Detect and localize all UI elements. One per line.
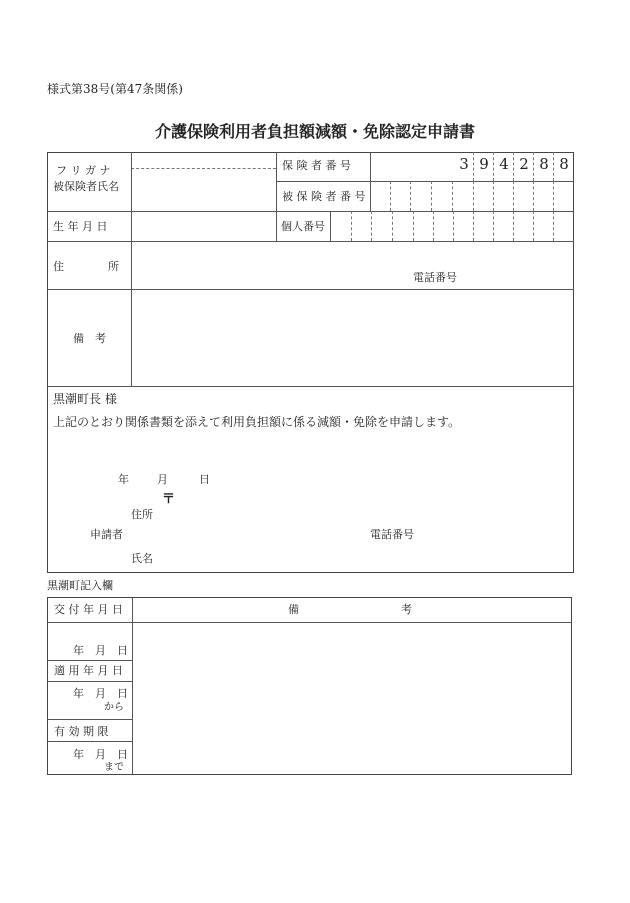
- phone-label: 電話番号: [413, 271, 457, 284]
- applicant-name-label: 氏名: [131, 552, 153, 565]
- insurer-number-label: 保 険 者 番 号: [282, 159, 351, 172]
- birthdate-label: 生 年 月 日: [53, 220, 108, 233]
- application-statement: 上記のとおり関係書類を添えて利用負担額に係る減額・免除を申請します。: [53, 415, 461, 429]
- office-remarks-label-1: 備: [288, 603, 299, 616]
- from-label: から: [104, 702, 124, 713]
- insured-number-label: 被 保 険 者 番 号: [282, 190, 366, 203]
- applicant-phone-label: 電話番号: [370, 528, 414, 541]
- applicant-label: 申請者: [90, 528, 123, 541]
- office-remarks-label-2: 考: [401, 603, 412, 616]
- application-form-table: [47, 152, 574, 573]
- validity-ymd: 年 月 日: [73, 748, 128, 761]
- insurer-digit-5: 8: [539, 155, 549, 173]
- page-title: 介護保険利用者負担額減額・免除認定申請書: [154, 122, 475, 141]
- until-label: まで: [104, 762, 124, 773]
- remarks-label: 備 考: [73, 332, 106, 345]
- month-label: 月: [157, 473, 168, 486]
- apply-date-ymd: 年 月 日: [73, 687, 128, 700]
- day-label: 日: [199, 473, 210, 486]
- addressee: 黒潮町長 様: [53, 392, 117, 406]
- office-section-heading: 黒潮町記入欄: [47, 579, 113, 592]
- issue-date-ymd: 年 月 日: [73, 644, 128, 657]
- year-label: 年: [118, 473, 129, 486]
- insurer-digit-1: 3: [459, 155, 469, 173]
- insurer-digit-4: 2: [519, 155, 529, 173]
- insurer-digit-2: 9: [479, 155, 489, 173]
- apply-date-label: 適 用 年 月 日: [54, 664, 123, 677]
- validity-label: 有 効 期 限: [54, 725, 109, 738]
- individual-number-label: 個人番号: [281, 220, 325, 233]
- address-label: 住 所: [53, 260, 119, 273]
- form-number: 様式第38号(第47条関係): [47, 82, 183, 96]
- insurer-digit-6: 8: [559, 155, 569, 173]
- insured-name-label: 被保険者氏名: [53, 180, 119, 193]
- insurer-digit-3: 4: [499, 155, 509, 173]
- issue-date-label: 交 付 年 月 日: [54, 603, 123, 616]
- applicant-address-label: 住所: [131, 508, 153, 521]
- postal-mark: 〒: [162, 492, 176, 507]
- furigana-label: フ リ ガ ナ: [56, 164, 111, 177]
